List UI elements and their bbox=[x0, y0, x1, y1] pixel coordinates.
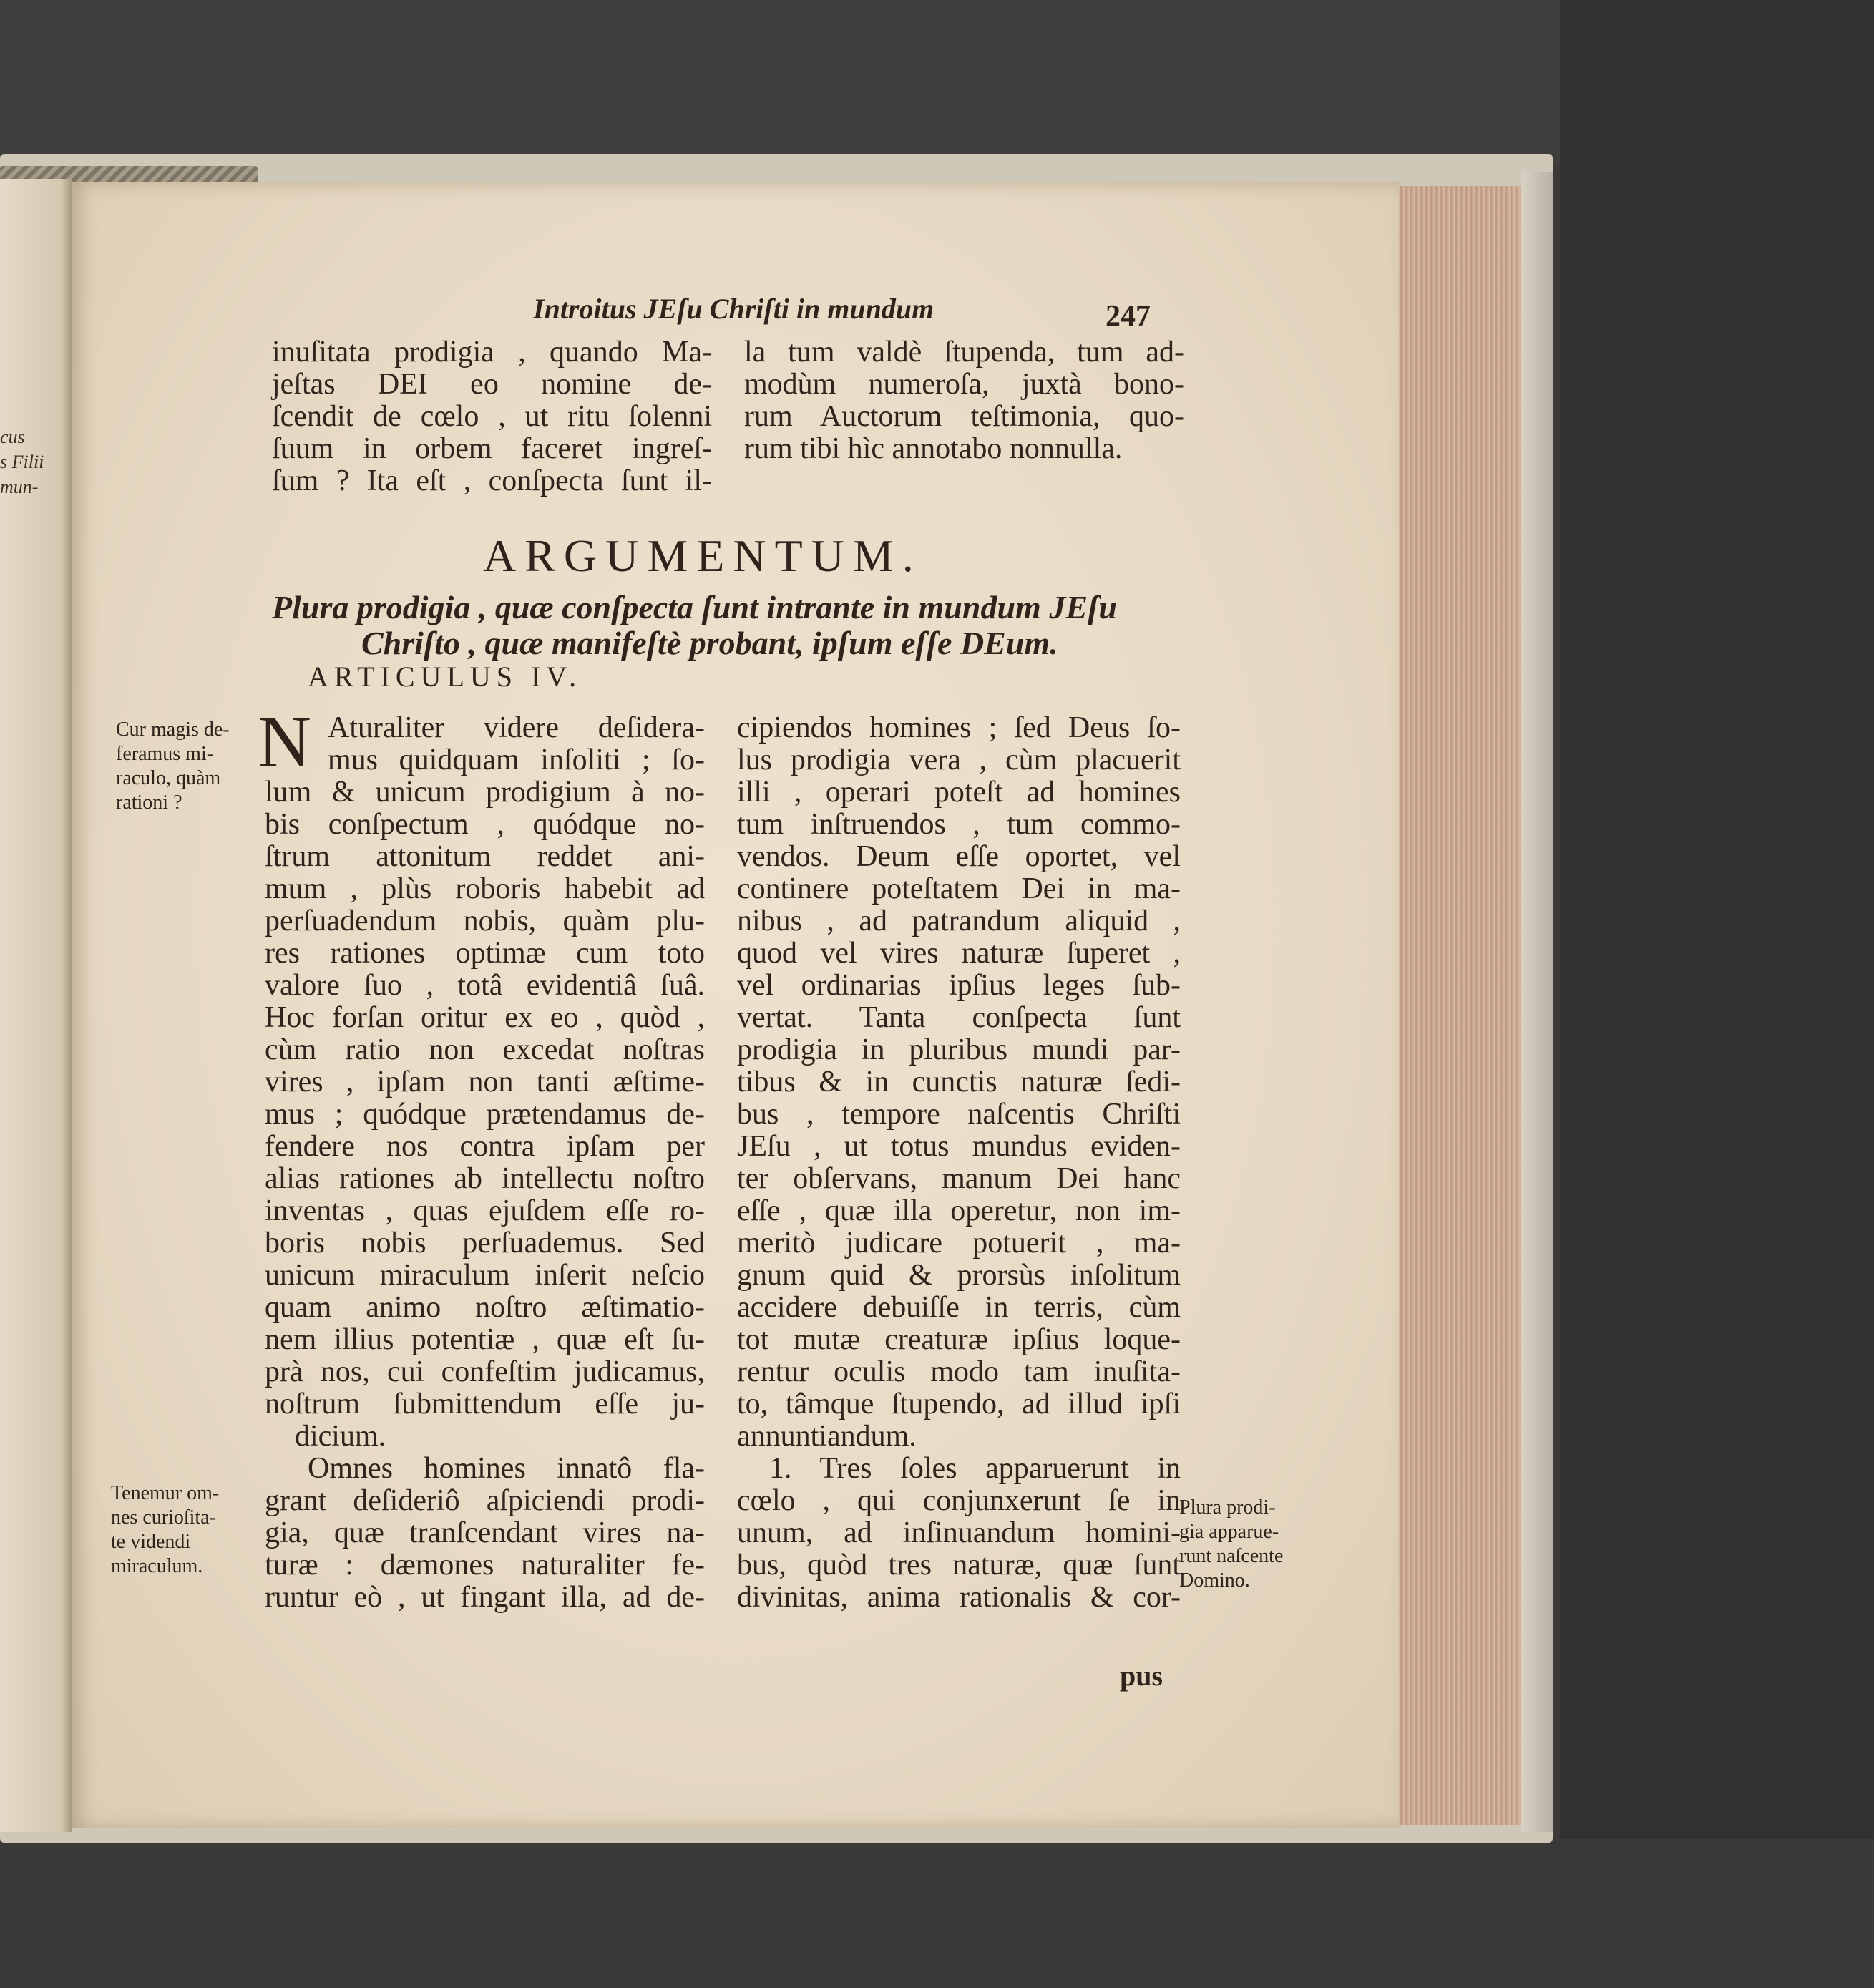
margin-note-line: rationi ? bbox=[116, 791, 182, 814]
text-line: inventas , quas ejuſdem eſſe ro- bbox=[265, 1194, 705, 1227]
text-line: eſſe , quæ illa operetur, non im- bbox=[737, 1194, 1181, 1227]
text-line: gia, quæ tranſcendant vires na- bbox=[265, 1516, 705, 1549]
text-line: quod vel vires naturæ ſuperet , bbox=[737, 937, 1181, 970]
margin-note-line: feramus mi- bbox=[116, 743, 214, 765]
article-number: ARTICULUS IV. bbox=[308, 661, 582, 693]
text-line: Hoc forſan oritur ex eo , quòd , bbox=[265, 1001, 705, 1034]
page-number: 247 bbox=[1106, 300, 1151, 333]
top-right-column bbox=[744, 336, 1184, 465]
text-line: quam animo noſtro æſtimatio- bbox=[265, 1291, 705, 1324]
drop-capital: N bbox=[258, 701, 312, 783]
text-line: mus ; quódque prætendamus de- bbox=[265, 1098, 705, 1131]
text-line: rum tibi hìc annotabo nonnulla. bbox=[744, 432, 1123, 465]
margin-note-line: runt naſcente bbox=[1179, 1545, 1284, 1567]
text-line: ſum ? Ita eſt , conſpecta ſunt il- bbox=[272, 464, 712, 497]
text-line: lum & unicum prodigium à no- bbox=[265, 776, 705, 809]
margin-note-line: nes curioſita- bbox=[111, 1506, 216, 1529]
text-line: mus quidquam inſoliti ; ſo- bbox=[328, 744, 705, 776]
text-line: unicum miraculum inſerit neſcio bbox=[265, 1259, 705, 1292]
text-line: turæ : dæmones naturaliter fe- bbox=[265, 1549, 705, 1582]
text-line: bis conſpectum , quódque no- bbox=[265, 808, 705, 841]
text-line: perſuadendum nobis, quàm plu- bbox=[265, 905, 705, 937]
text-line: la tum valdè ſtupenda, tum ad- bbox=[744, 336, 1184, 369]
margin-note-3 bbox=[1179, 1496, 1283, 1593]
main-left-column bbox=[265, 712, 705, 1614]
text-line: JEſu , ut totus mundus eviden- bbox=[737, 1130, 1181, 1163]
text-line: cùm ratio non excedat noſtras bbox=[265, 1033, 705, 1066]
text-line: continere poteſtatem Dei in ma- bbox=[737, 872, 1181, 905]
text-line: boris nobis perſuademus. Sed bbox=[265, 1227, 705, 1259]
text-line: lus prodigia vera , cùm placuerit bbox=[737, 744, 1181, 776]
text-line: vertat. Tanta conſpecta ſunt bbox=[737, 1001, 1181, 1034]
text-line: cipiendos homines ; ſed Deus ſo- bbox=[737, 711, 1181, 744]
text-line: annuntiandum. bbox=[737, 1420, 917, 1453]
text-line: rentur oculis modo tam inuſita- bbox=[737, 1355, 1181, 1388]
text-line: dicium. bbox=[295, 1420, 386, 1453]
prev-page-fragment: mun- bbox=[0, 477, 39, 497]
text-line: ter obſervans, manum Dei hanc bbox=[737, 1162, 1181, 1195]
margin-note-line: raculo, quàm bbox=[116, 767, 221, 789]
text-line: tot mutæ creaturæ ipſius loque- bbox=[737, 1323, 1181, 1356]
text-line: accidere debuiſſe in terris, cùm bbox=[737, 1291, 1181, 1324]
margin-note-line: Plura prodi- bbox=[1179, 1496, 1276, 1519]
page-fore-edge bbox=[1395, 186, 1526, 1825]
text-line: mum , plùs roboris habebit ad bbox=[265, 872, 705, 905]
catchword: pus bbox=[1120, 1660, 1163, 1692]
margin-note-line: Cur magis de- bbox=[116, 718, 230, 741]
text-line: 1. Tres ſoles apparuerunt in bbox=[769, 1452, 1181, 1485]
text-line: to, tâmque ſtupendo, ad illud ipſi bbox=[737, 1388, 1181, 1421]
text-line: alias rationes ab intellectu noſtro bbox=[265, 1162, 705, 1195]
text-line: vendos. Deum eſſe oportet, vel bbox=[737, 840, 1181, 873]
text-line: gnum quid & prorsùs inſolitum bbox=[737, 1259, 1181, 1292]
subtitle-line-1: Plura prodigia , quæ conſpecta ſunt intrante in mundum JEſu bbox=[272, 589, 1117, 625]
text-line: vel ordinarias ipſius leges ſub- bbox=[737, 969, 1181, 1002]
text-line: modùm numeroſa, juxtà bono- bbox=[744, 368, 1184, 401]
text-line: meritò judicare potuerit , ma- bbox=[737, 1227, 1181, 1259]
text-line: runtur eò , ut fingant illa, ad de- bbox=[265, 1581, 705, 1614]
prev-page-fragment: cus bbox=[0, 427, 25, 447]
subtitle-line-2: Chriſto , quæ manifeſtè probant, ipſum eſſe DEum. bbox=[361, 625, 1058, 661]
running-head: Introitus JEſu Chriſti in mundum bbox=[533, 293, 934, 325]
background-bottom bbox=[0, 1839, 1874, 1988]
text-line: bus , tempore naſcentis Chriſti bbox=[737, 1098, 1181, 1131]
text-line: nibus , ad patrandum aliquid , bbox=[737, 905, 1181, 937]
text-line: inuſitata prodigia , quando Ma- bbox=[272, 336, 712, 369]
cover-edge bbox=[1521, 172, 1553, 1832]
prev-page-fragment: s Filii bbox=[0, 452, 44, 472]
text-line: res rationes optimæ cum toto bbox=[265, 937, 705, 970]
text-line: divinitas, anima rationalis & cor- bbox=[737, 1581, 1181, 1614]
margin-note-line: Domino. bbox=[1179, 1569, 1250, 1592]
text-line: illi , operari poteſt ad homines bbox=[737, 776, 1181, 809]
text-line: valore ſuo , totâ evidentiâ ſuâ. bbox=[265, 969, 705, 1002]
text-line: jeſtas DEI eo nomine de- bbox=[272, 368, 712, 401]
margin-note-line: gia apparue- bbox=[1179, 1521, 1279, 1543]
text-line: ſuum in orbem faceret ingreſ- bbox=[272, 432, 712, 465]
text-line: tum inſtruendos , tum commo- bbox=[737, 808, 1181, 841]
text-line: grant deſideriô aſpiciendi prodi- bbox=[265, 1484, 705, 1517]
text-line: nem illius potentiæ , quæ eſt ſu- bbox=[265, 1323, 705, 1356]
background-right bbox=[1560, 0, 1874, 1988]
margin-note-1 bbox=[116, 718, 230, 815]
text-line: prà nos, cui confeſtim judicamus, bbox=[265, 1355, 705, 1388]
text-line: noſtrum ſubmittendum eſſe ju- bbox=[265, 1388, 705, 1421]
margin-note-line: miraculum. bbox=[111, 1555, 203, 1577]
top-left-column bbox=[272, 336, 712, 497]
text-line: prodigia in pluribus mundi par- bbox=[737, 1033, 1181, 1066]
text-line: Aturaliter videre deſidera- bbox=[328, 711, 705, 744]
text-line: ſtrum attonitum reddet ani- bbox=[265, 840, 705, 873]
margin-note-2 bbox=[111, 1481, 219, 1579]
text-line: bus, quòd tres naturæ, quæ ſunt bbox=[737, 1549, 1181, 1582]
text-line: Omnes homines innatô fla- bbox=[308, 1452, 705, 1485]
margin-note-line: te videndi bbox=[111, 1531, 191, 1553]
text-line: vires , ipſam non tanti æſtime- bbox=[265, 1066, 705, 1098]
main-right-column bbox=[737, 712, 1181, 1614]
text-line: rum Auctorum teſtimonia, quo- bbox=[744, 400, 1184, 433]
text-line: ſcendit de cœlo , ut ritu ſolenni bbox=[272, 400, 712, 433]
text-line: fendere nos contra ipſam per bbox=[265, 1130, 705, 1163]
margin-note-line: Tenemur om- bbox=[111, 1482, 220, 1504]
previous-page-edge bbox=[0, 179, 72, 1832]
text-line: cœlo , qui conjunxerunt ſe in bbox=[737, 1484, 1181, 1517]
text-line: tibus & in cunctis naturæ ſedi- bbox=[737, 1066, 1181, 1098]
section-heading: ARGUMENTUM. bbox=[483, 530, 922, 581]
text-line: unum, ad inſinuandum homini- bbox=[737, 1516, 1181, 1549]
